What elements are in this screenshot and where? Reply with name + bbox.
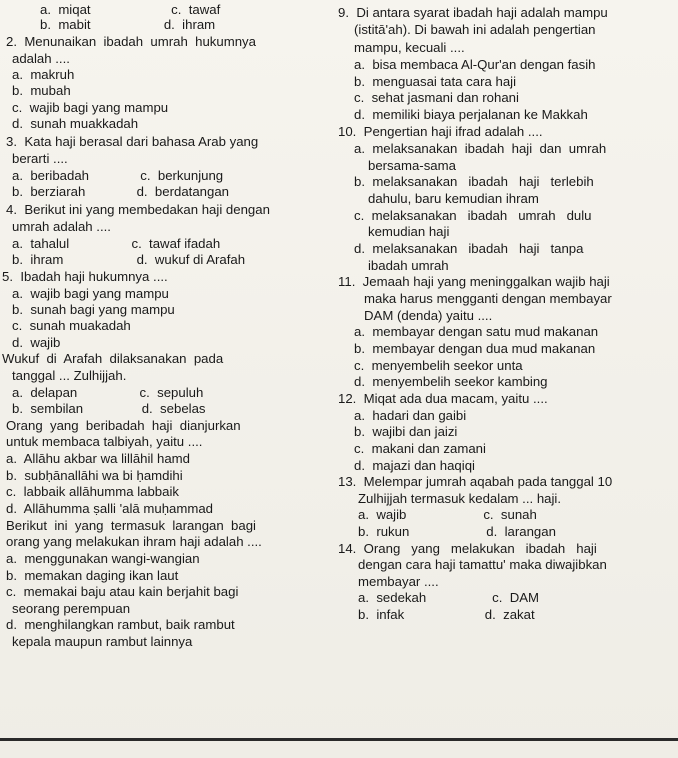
left-text-line: a. wajib bagi yang mampu (12, 286, 169, 301)
left-text-line: a. tahalul c. tawaf ifadah (12, 236, 221, 251)
left-text-line: b. sembilan d. sebelas (12, 401, 206, 416)
left-text-line: adalah .... (12, 51, 70, 66)
right-text-line: mampu, kecuali .... (354, 40, 465, 55)
left-text-line: a. makruh (12, 67, 75, 82)
right-text-line: 13. Melempar jumrah aqabah pada tanggal 10 (338, 474, 613, 489)
right-text-line: membayar .... (358, 574, 439, 589)
right-text-line: dengan cara haji tamattu' maka diwajibkan (358, 557, 607, 572)
right-text-line: a. wajib c. sunah (358, 507, 537, 522)
left-text-line: b. berziarah d. berdatangan (12, 184, 229, 199)
right-text-line: c. melaksanakan ibadah umrah dulu (354, 208, 592, 223)
right-text-line: maka harus mengganti dengan membayar (364, 291, 612, 306)
left-text-line: a. Allāhu akbar wa lillāhil hamd (6, 451, 190, 466)
right-text-line: d. menyembelih seekor kambing (354, 374, 548, 389)
right-text-line: d. memiliki biaya perjalanan ke Makkah (354, 107, 588, 122)
right-text-line: b. membayar dengan dua mud makanan (354, 341, 596, 356)
right-text-line: ibadah umrah (368, 258, 449, 273)
right-text-line: c. sehat jasmani dan rohani (354, 90, 519, 105)
right-text-line: a. membayar dengan satu mud makanan (354, 324, 599, 339)
left-text-line: d. sunah muakkadah (12, 116, 139, 131)
right-text-line: b. infak d. zakat (358, 607, 535, 622)
left-text-line: a. delapan c. sepuluh (12, 385, 204, 400)
right-text-line: b. menguasai tata cara haji (354, 74, 517, 89)
left-text-line: a. menggunakan wangi-wangian (6, 551, 200, 566)
left-text-line: 2. Menunaikan ibadah umrah hukumnya (6, 34, 256, 49)
left-text-line: seorang perempuan (12, 601, 131, 616)
left-text-line: umrah adalah .... (12, 219, 111, 234)
right-text-line: c. menyembelih seekor unta (354, 358, 523, 373)
right-text-line: a. melaksanakan ibadah haji dan umrah (354, 141, 607, 156)
right-text-line: a. hadari dan gaibi (354, 408, 467, 423)
left-text-line: orang yang melakukan ihram haji adalah .... (6, 534, 262, 549)
right-text-line: a. bisa membaca Al-Qur'an dengan fasih (354, 57, 596, 72)
left-text-line: a. miqat c. tawaf (40, 2, 221, 17)
left-text-line: b. mubah (12, 83, 71, 98)
left-text-line: b. subḥānallāhi wa bi ḥamdihi (6, 468, 183, 483)
right-text-line: dahulu, baru kemudian ihram (368, 191, 539, 206)
left-text-line: c. sunah muakadah (12, 318, 131, 333)
right-text-line: DAM (denda) yaitu .... (364, 308, 493, 323)
left-text-line: 3. Kata haji berasal dari bahasa Arab yang (6, 134, 259, 149)
right-text-line: 12. Miqat ada dua macam, yaitu .... (338, 391, 548, 406)
left-text-line: b. memakan daging ikan laut (6, 568, 179, 583)
right-text-line: 11. Jemaah haji yang meninggalkan wajib haji (338, 274, 610, 289)
left-text-line: c. wajib bagi yang mampu (12, 100, 169, 115)
right-text-line: d. melaksanakan ibadah haji tanpa (354, 241, 584, 256)
right-text-line: b. wajibi dan jaizi (354, 424, 458, 439)
right-text-line: c. makani dan zamani (354, 441, 486, 456)
left-text-line: b. ihram d. wukuf di Arafah (12, 252, 246, 267)
left-text-line: c. memakai baju atau kain berjahit bagi (6, 584, 239, 599)
left-text-line: Wukuf di Arafah dilaksanakan pada (2, 351, 224, 366)
left-text-line: d. Allāhumma ṣalli 'alā muḥammad (6, 501, 214, 516)
left-text-line: d. wajib (12, 335, 61, 350)
left-text-line: 5. Ibadah haji hukumnya .... (2, 269, 168, 284)
left-text-line: c. labbaik allāhumma labbaik (6, 484, 179, 499)
right-text-line: 14. Orang yang melakukan ibadah haji (338, 541, 597, 556)
right-text-line: b. melaksanakan ibadah haji terlebih (354, 174, 594, 189)
right-text-line: b. rukun d. larangan (358, 524, 556, 539)
left-text-line: Orang yang beribadah haji dianjurkan (6, 418, 241, 433)
right-text-line: 10. Pengertian haji ifrad adalah .... (338, 124, 543, 139)
left-text-line: a. beribadah c. berkunjung (12, 168, 224, 183)
right-text-line: a. sedekah c. DAM (358, 590, 540, 605)
right-text-line: bersama-sama (368, 158, 456, 173)
left-text-line: d. menghilangkan rambut, baik rambut (6, 617, 235, 632)
right-text-line: Zulhijjah termasuk kedalam ... haji. (358, 491, 562, 506)
left-text-line: 4. Berikut ini yang membedakan haji dengan (6, 202, 270, 217)
left-text-line: b. mabit d. ihram (40, 17, 216, 32)
right-text-line: (istitā'ah). Di bawah ini adalah pengertian (354, 22, 596, 37)
left-text-line: tanggal ... Zulhijjah. (12, 368, 127, 383)
right-text-line: 9. Di antara syarat ibadah haji adalah mampu (338, 5, 608, 20)
left-text-line: Berikut ini yang termasuk larangan bagi (6, 518, 256, 533)
left-text-line: berarti .... (12, 151, 68, 166)
left-text-line: b. sunah bagi yang mampu (12, 302, 175, 317)
left-text-line: kepala maupun rambut lainnya (12, 634, 193, 649)
right-text-line: kemudian haji (368, 224, 450, 239)
left-text-line: untuk membaca talbiyah, yaitu .... (6, 434, 203, 449)
page-bottom-rule (0, 738, 678, 741)
right-text-line: d. majazi dan haqiqi (354, 458, 475, 473)
